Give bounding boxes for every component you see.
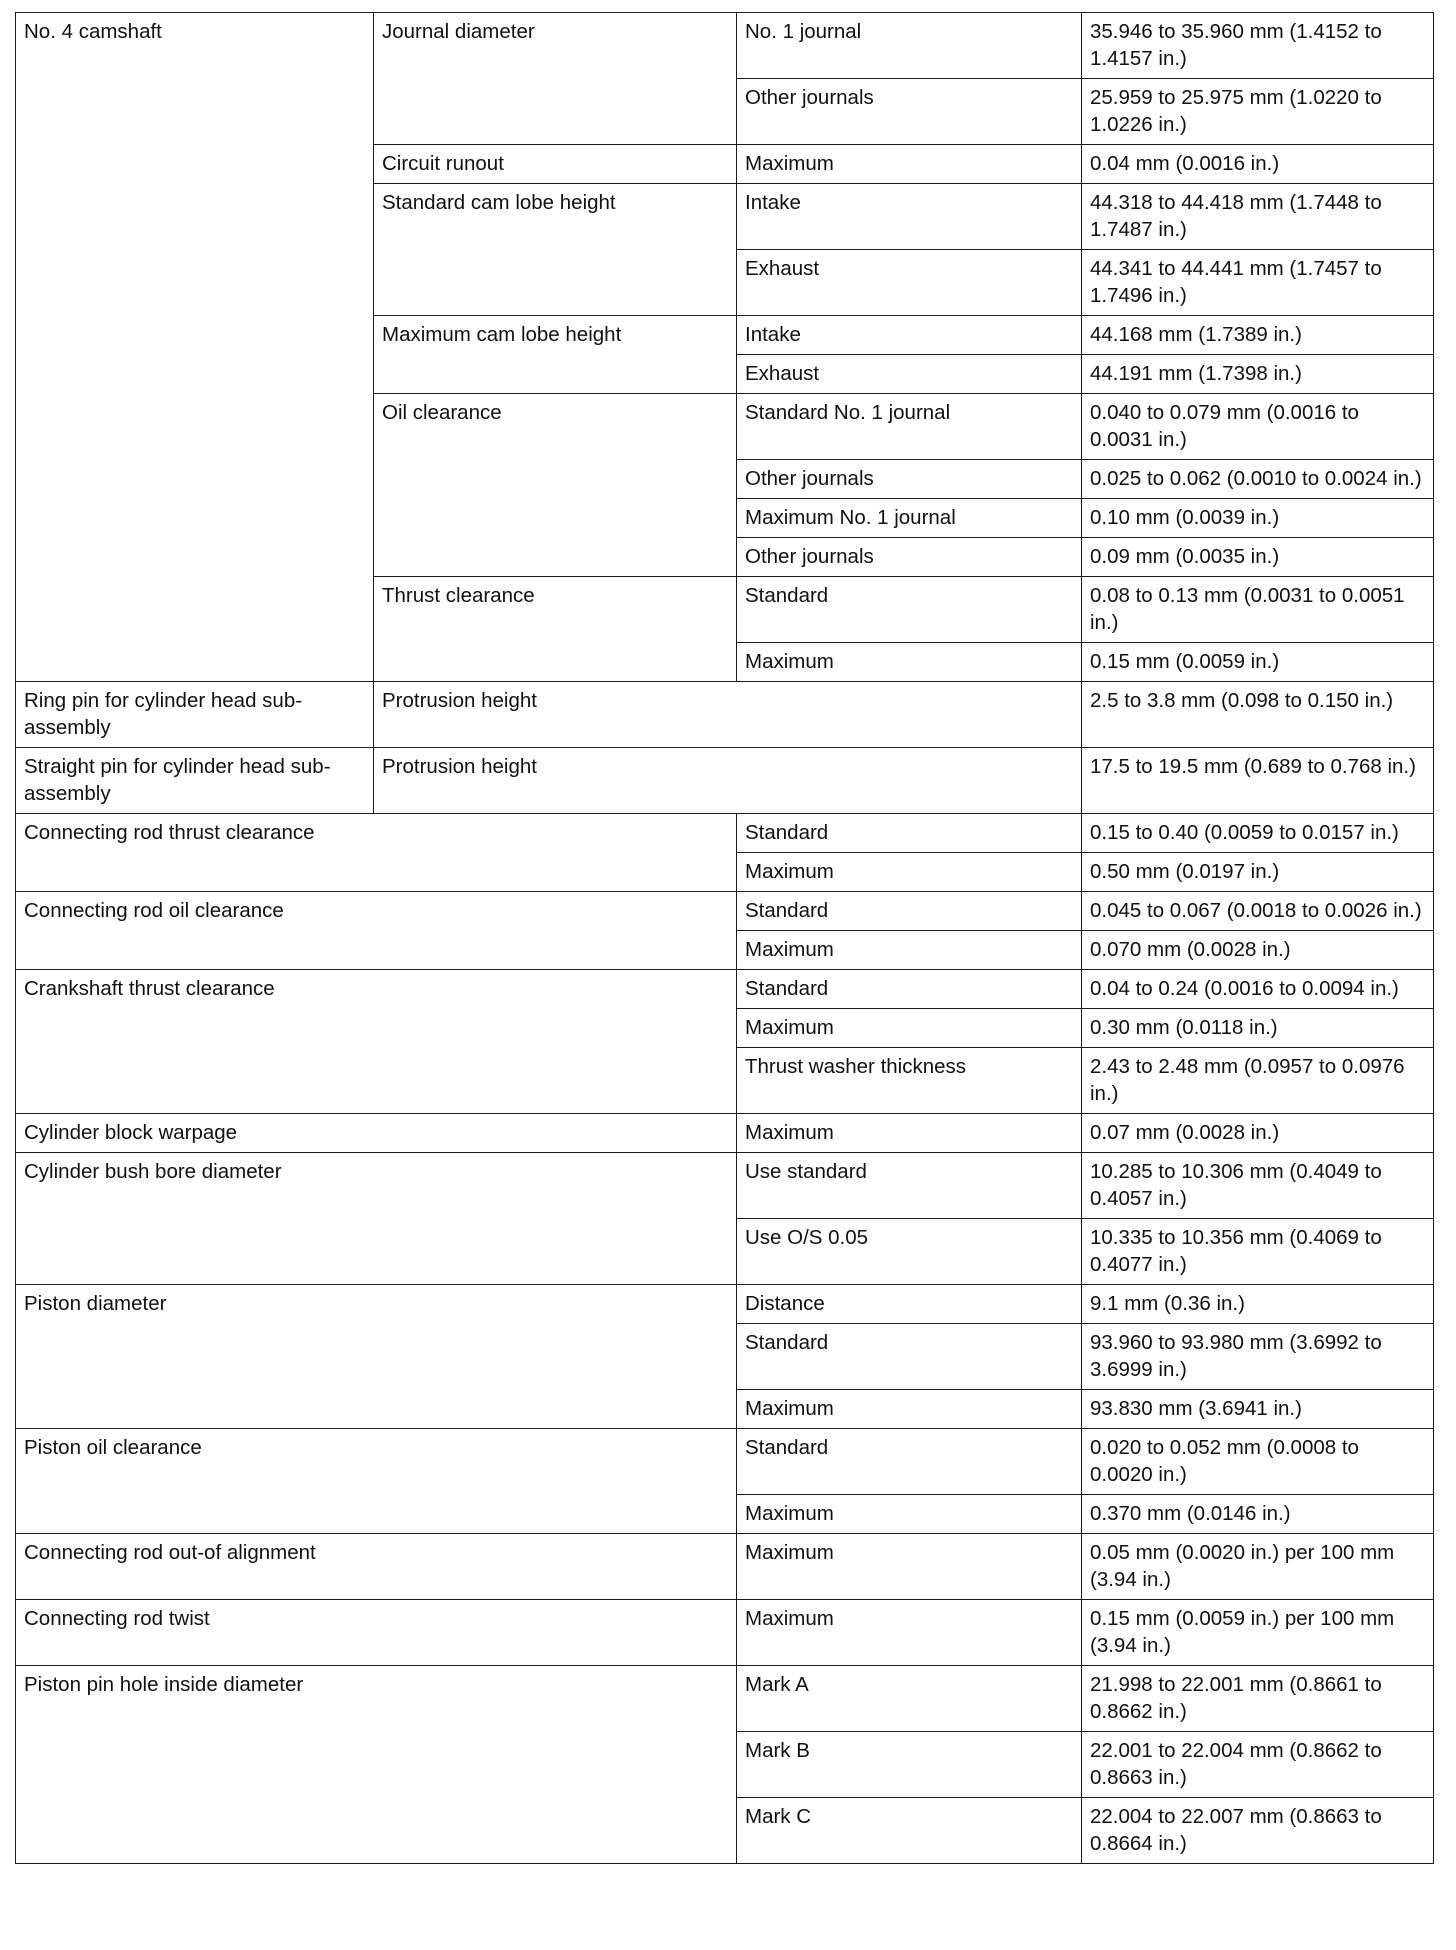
item-cell: Piston pin hole inside diameter	[16, 1666, 737, 1864]
value-cell: 0.07 mm (0.0028 in.)	[1082, 1114, 1434, 1153]
value-cell: 44.318 to 44.418 mm (1.7448 to 1.7487 in.)	[1082, 184, 1434, 250]
condition-cell: Standard	[737, 814, 1082, 853]
table-row	[16, 1429, 1434, 1495]
table-row	[16, 1114, 1434, 1153]
value-cell: 44.168 mm (1.7389 in.)	[1082, 316, 1434, 355]
value-cell: 2.5 to 3.8 mm (0.098 to 0.150 in.)	[1082, 682, 1434, 748]
value-cell: 0.370 mm (0.0146 in.)	[1082, 1495, 1434, 1534]
value-cell: 0.09 mm (0.0035 in.)	[1082, 538, 1434, 577]
item-cell: Cylinder bush bore diameter	[16, 1153, 737, 1285]
value-cell: 93.960 to 93.980 mm (3.6992 to 3.6999 in.)	[1082, 1324, 1434, 1390]
condition-cell: Standard	[737, 577, 1082, 643]
value-cell: 0.045 to 0.067 (0.0018 to 0.0026 in.)	[1082, 892, 1434, 931]
item-cell: Crankshaft thrust clearance	[16, 970, 737, 1114]
condition-cell: Other journals	[737, 460, 1082, 499]
value-cell: 17.5 to 19.5 mm (0.689 to 0.768 in.)	[1082, 748, 1434, 814]
spec-cell: Protrusion height	[374, 748, 1082, 814]
value-cell: 0.15 mm (0.0059 in.)	[1082, 643, 1434, 682]
value-cell: 0.040 to 0.079 mm (0.0016 to 0.0031 in.)	[1082, 394, 1434, 460]
table-row	[16, 1666, 1434, 1732]
spec-cell: Protrusion height	[374, 682, 1082, 748]
condition-cell: Use standard	[737, 1153, 1082, 1219]
value-cell: 35.946 to 35.960 mm (1.4152 to 1.4157 in.)	[1082, 13, 1434, 79]
value-cell: 93.830 mm (3.6941 in.)	[1082, 1390, 1434, 1429]
item-cell: Connecting rod out-of alignment	[16, 1534, 737, 1600]
condition-cell: Maximum	[737, 643, 1082, 682]
condition-cell: Intake	[737, 184, 1082, 250]
condition-cell: Mark B	[737, 1732, 1082, 1798]
condition-cell: Standard No. 1 journal	[737, 394, 1082, 460]
value-cell: 0.04 to 0.24 (0.0016 to 0.0094 in.)	[1082, 970, 1434, 1009]
condition-cell: Distance	[737, 1285, 1082, 1324]
value-cell: 0.30 mm (0.0118 in.)	[1082, 1009, 1434, 1048]
condition-cell: Exhaust	[737, 355, 1082, 394]
value-cell: 0.08 to 0.13 mm (0.0031 to 0.0051 in.)	[1082, 577, 1434, 643]
condition-cell: Maximum	[737, 1600, 1082, 1666]
table-row	[16, 814, 1434, 853]
item-cell: Straight pin for cylinder head sub-assembly	[16, 748, 374, 814]
item-cell: Piston oil clearance	[16, 1429, 737, 1534]
condition-cell: Other journals	[737, 538, 1082, 577]
condition-cell: Maximum	[737, 145, 1082, 184]
item-cell: Cylinder block warpage	[16, 1114, 737, 1153]
condition-cell: Maximum	[737, 1114, 1082, 1153]
value-cell: 10.335 to 10.356 mm (0.4069 to 0.4077 in.)	[1082, 1219, 1434, 1285]
value-cell: 0.15 to 0.40 (0.0059 to 0.0157 in.)	[1082, 814, 1434, 853]
value-cell: 0.15 mm (0.0059 in.) per 100 mm (3.94 in.)	[1082, 1600, 1434, 1666]
spec-cell: Standard cam lobe height	[374, 184, 737, 316]
value-cell: 0.025 to 0.062 (0.0010 to 0.0024 in.)	[1082, 460, 1434, 499]
condition-cell: Other journals	[737, 79, 1082, 145]
value-cell: 22.001 to 22.004 mm (0.8662 to 0.8663 in.)	[1082, 1732, 1434, 1798]
condition-cell: Exhaust	[737, 250, 1082, 316]
value-cell: 0.04 mm (0.0016 in.)	[1082, 145, 1434, 184]
condition-cell: Mark A	[737, 1666, 1082, 1732]
condition-cell: Intake	[737, 316, 1082, 355]
condition-cell: Standard	[737, 1324, 1082, 1390]
item-cell: Piston diameter	[16, 1285, 737, 1429]
item-cell: Connecting rod twist	[16, 1600, 737, 1666]
specification-table	[15, 12, 1434, 1864]
condition-cell: Maximum	[737, 853, 1082, 892]
value-cell: 10.285 to 10.306 mm (0.4049 to 0.4057 in.)	[1082, 1153, 1434, 1219]
value-cell: 0.10 mm (0.0039 in.)	[1082, 499, 1434, 538]
spec-cell: Oil clearance	[374, 394, 737, 577]
value-cell: 0.020 to 0.052 mm (0.0008 to 0.0020 in.)	[1082, 1429, 1434, 1495]
condition-cell: Thrust washer thickness	[737, 1048, 1082, 1114]
table-row	[16, 748, 1434, 814]
condition-cell: Maximum No. 1 journal	[737, 499, 1082, 538]
table-row	[16, 892, 1434, 931]
condition-cell: Use O/S 0.05	[737, 1219, 1082, 1285]
value-cell: 0.50 mm (0.0197 in.)	[1082, 853, 1434, 892]
condition-cell: Maximum	[737, 1390, 1082, 1429]
table-row	[16, 682, 1434, 748]
condition-cell: Maximum	[737, 1009, 1082, 1048]
table-row	[16, 1534, 1434, 1600]
condition-cell: No. 1 journal	[737, 13, 1082, 79]
value-cell: 0.070 mm (0.0028 in.)	[1082, 931, 1434, 970]
spec-cell: Maximum cam lobe height	[374, 316, 737, 394]
item-cell: Ring pin for cylinder head sub-assembly	[16, 682, 374, 748]
condition-cell: Mark C	[737, 1798, 1082, 1864]
condition-cell: Standard	[737, 970, 1082, 1009]
value-cell: 9.1 mm (0.36 in.)	[1082, 1285, 1434, 1324]
value-cell: 25.959 to 25.975 mm (1.0220 to 1.0226 in.)	[1082, 79, 1434, 145]
item-cell: Connecting rod thrust clearance	[16, 814, 737, 892]
table-row	[16, 970, 1434, 1009]
value-cell: 2.43 to 2.48 mm (0.0957 to 0.0976 in.)	[1082, 1048, 1434, 1114]
value-cell: 21.998 to 22.001 mm (0.8661 to 0.8662 in.)	[1082, 1666, 1434, 1732]
table-row	[16, 1153, 1434, 1219]
value-cell: 44.341 to 44.441 mm (1.7457 to 1.7496 in.)	[1082, 250, 1434, 316]
item-cell: Connecting rod oil clearance	[16, 892, 737, 970]
condition-cell: Standard	[737, 1429, 1082, 1495]
table-row	[16, 1285, 1434, 1324]
table-row	[16, 1600, 1434, 1666]
value-cell: 44.191 mm (1.7398 in.)	[1082, 355, 1434, 394]
spec-cell: Circuit runout	[374, 145, 737, 184]
condition-cell: Standard	[737, 892, 1082, 931]
condition-cell: Maximum	[737, 1534, 1082, 1600]
table-row	[16, 13, 1434, 79]
spec-cell: Thrust clearance	[374, 577, 737, 682]
value-cell: 22.004 to 22.007 mm (0.8663 to 0.8664 in.)	[1082, 1798, 1434, 1864]
condition-cell: Maximum	[737, 1495, 1082, 1534]
spec-cell: Journal diameter	[374, 13, 737, 145]
value-cell: 0.05 mm (0.0020 in.) per 100 mm (3.94 in.)	[1082, 1534, 1434, 1600]
condition-cell: Maximum	[737, 931, 1082, 970]
item-cell: No. 4 camshaft	[16, 13, 374, 682]
